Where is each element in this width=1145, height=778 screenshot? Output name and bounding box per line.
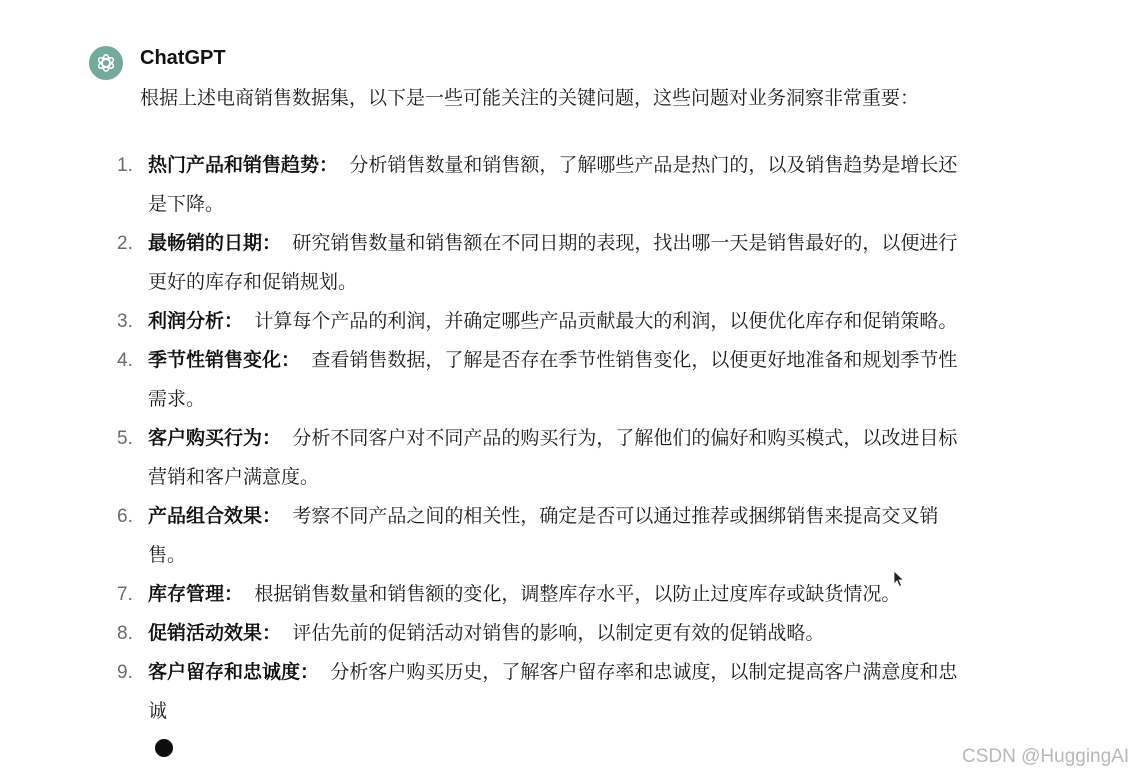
list-item	[0, 419, 1098, 497]
list-item-text: 计算每个产品的利润，并确定哪些产品贡献最大的利润，以便优化库存和促销策略。	[254, 310, 958, 332]
list-item-text: 分析不同客户对不同产品的购买行为，了解他们的偏好和购买模式，以改进目标	[292, 427, 958, 449]
list-item-text: 根据销售数量和销售额的变化，调整库存水平，以防止过度库存或缺货情况。	[254, 583, 901, 605]
list-item-number: 8.	[117, 623, 133, 644]
intro-text: 根据上述电商销售数据集，以下是一些可能关注的关键问题，这些问题对业务洞察非常重要：	[140, 87, 920, 109]
list-item-number: 2.	[117, 233, 133, 254]
streaming-dot-icon	[155, 739, 173, 757]
openai-logo-icon	[95, 52, 117, 74]
list-item-number: 4.	[117, 350, 133, 371]
list-item	[0, 341, 1098, 419]
list-item-text: 考察不同产品之间的相关性，确定是否可以通过推荐或捆绑销售来提高交叉销	[292, 505, 939, 527]
list-item-text: 是下降。	[148, 193, 225, 215]
list-item-text: 评估先前的促销活动对销售的影响，以制定更有效的促销战略。	[292, 622, 825, 644]
list-item-number: 5.	[117, 428, 133, 449]
watermark: CSDN @HuggingAI	[962, 746, 1130, 767]
list-item-title: 库存管理：	[148, 583, 244, 605]
list-item-number: 9.	[117, 662, 133, 683]
mouse-cursor-icon	[893, 570, 905, 588]
author-name: ChatGPT	[140, 47, 226, 69]
chatgpt-avatar	[89, 46, 123, 80]
list-item-title: 产品组合效果：	[148, 505, 282, 527]
list-item-text: 营销和客户满意度。	[148, 466, 320, 488]
list-item	[0, 653, 1098, 731]
list-item-text: 研究销售数量和销售额在不同日期的表现，找出哪一天是销售最好的，以便进行	[292, 232, 958, 254]
list-item-text: 查看销售数据，了解是否存在季节性销售变化，以便更好地准备和规划季节性	[311, 349, 958, 371]
list-item-text: 诚	[148, 700, 168, 722]
list-item-number: 1.	[117, 155, 133, 176]
list-item-text: 分析销售数量和销售额，了解哪些产品是热门的，以及销售趋势是增长还	[349, 154, 958, 176]
list-item-title: 季节性销售变化：	[148, 349, 301, 371]
list-item-title: 最畅销的日期：	[148, 232, 282, 254]
key-questions-list	[0, 146, 1145, 731]
list-item	[0, 497, 1098, 575]
list-item	[0, 224, 1098, 302]
list-item-text: 更好的库存和促销规划。	[148, 271, 358, 293]
list-item-title: 促销活动效果：	[148, 622, 282, 644]
list-item-number: 6.	[117, 506, 133, 527]
list-item	[0, 302, 1098, 341]
list-item-text: 分析客户购买历史，了解客户留存率和忠诚度，以制定提高客户满意度和忠	[330, 661, 958, 683]
list-item-text: 售。	[148, 544, 187, 566]
list-item	[0, 614, 1098, 653]
list-item-number: 7.	[117, 584, 133, 605]
list-item-title: 热门产品和销售趋势：	[148, 154, 339, 176]
list-item-title: 利润分析：	[148, 310, 244, 332]
list-item-text: 需求。	[148, 388, 206, 410]
list-item-title: 客户购买行为：	[148, 427, 282, 449]
list-item-title: 客户留存和忠诚度：	[148, 661, 320, 683]
list-item	[0, 575, 1098, 614]
list-item-number: 3.	[117, 311, 133, 332]
list-item	[0, 146, 1098, 224]
